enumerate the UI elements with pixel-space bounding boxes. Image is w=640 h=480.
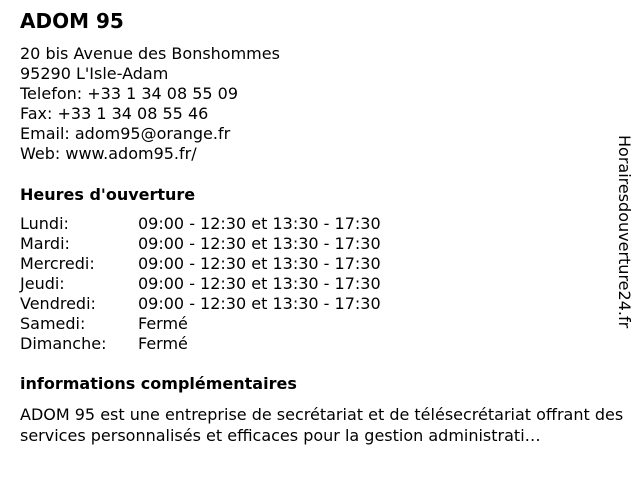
day-label: Jeudi: xyxy=(20,274,65,293)
hours-row-saturday xyxy=(20,314,600,334)
time-value: 09:00 - 12:30 et 13:30 - 17:30 xyxy=(138,254,381,273)
day-label: Dimanche: xyxy=(20,334,107,353)
address-line-2: 95290 L'Isle-Adam xyxy=(20,64,169,83)
contact-block xyxy=(20,44,600,164)
day-label: Vendredi: xyxy=(20,294,96,313)
hours-row-friday xyxy=(20,294,600,314)
business-name: ADOM 95 xyxy=(20,9,124,33)
day-label: Samedi: xyxy=(20,314,86,333)
info-description: ADOM 95 est une entreprise de secrétariat et de télésecrétariat offrant des services personnalisés et efficaces pour la gestion administrati… xyxy=(20,405,624,445)
hours-row-wednesday xyxy=(20,254,600,274)
day-label: Lundi: xyxy=(20,214,69,233)
time-value: Fermé xyxy=(138,314,188,333)
time-value: 09:00 - 12:30 et 13:30 - 17:30 xyxy=(138,214,381,233)
hours-row-sunday xyxy=(20,334,600,354)
time-value: Fermé xyxy=(138,334,188,353)
address-line-1: 20 bis Avenue des Bonshommes xyxy=(20,44,280,63)
email-address: Email: adom95@orange.fr xyxy=(20,124,231,143)
opening-hours-table xyxy=(20,214,600,354)
day-label: Mardi: xyxy=(20,234,70,253)
hours-row-monday xyxy=(20,214,600,234)
fax-number: Fax: +33 1 34 08 55 46 xyxy=(20,104,209,123)
website: Web: www.adom95.fr/ xyxy=(20,144,197,163)
hours-row-tuesday xyxy=(20,234,600,254)
time-value: 09:00 - 12:30 et 13:30 - 17:30 xyxy=(138,234,381,253)
time-value: 09:00 - 12:30 et 13:30 - 17:30 xyxy=(138,294,381,313)
time-value: 09:00 - 12:30 et 13:30 - 17:30 xyxy=(138,274,381,293)
hours-row-thursday xyxy=(20,274,600,294)
site-watermark: Horairesdouverture24.fr xyxy=(615,135,634,329)
info-heading: informations complémentaires xyxy=(20,374,297,393)
day-label: Mercredi: xyxy=(20,254,95,273)
hours-heading: Heures d'ouverture xyxy=(20,185,196,204)
phone-number: Telefon: +33 1 34 08 55 09 xyxy=(20,84,239,103)
